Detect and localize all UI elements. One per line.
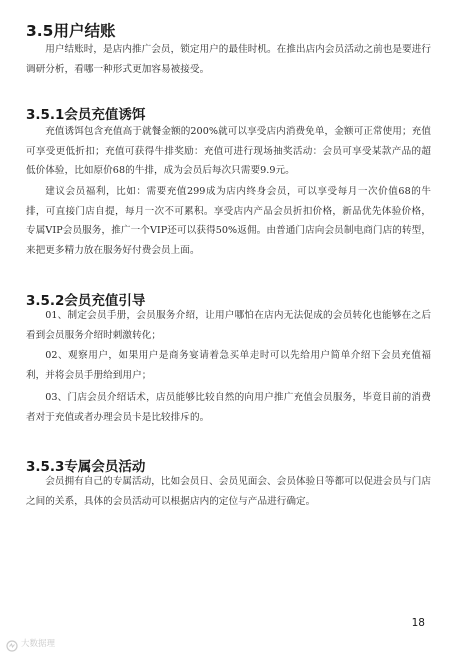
section-title-3-5-2: 3.5.2会员充值引导 (26, 293, 146, 309)
section-3-5-3-paragraph: 会员拥有自己的专属活动，比如会员日、会员见面会、会员体验日等都可以促进会员与门店之间的关系，具体的会员活动可以根据店内的定位与产品进行确定。 (26, 476, 431, 507)
section-3-5-2-paragraph-2: 02、观察用户，如果用户是商务宴请着急买单走时可以先给用户简单介绍下会员充值福利，并将会员手册给到用户； (26, 350, 431, 381)
section-title-3-5: 3.5用户结账 (26, 22, 116, 40)
section-title-3-5-1: 3.5.1会员充值诱饵 (26, 107, 146, 123)
section-3-5-1-paragraph-1: 充值诱饵包含充值高于就餐金额的200%就可以享受店内消费免单，金额可正常使用；充值可享受更低折扣；充值可获得牛排奖励：充值可进行现场抽奖活动：会员可享受某款产品的超低价体验，比如原价68的牛排，成为会员后每次只需要9.9元。 (26, 126, 431, 176)
section-3-5-paragraph: 用户结账时，是店内推广会员，锁定用户的最佳时机。在推出店内会员活动之前也是要进行调研分析，看哪一种形式更加容易被接受。 (26, 44, 431, 75)
page-number: 18 (411, 617, 425, 629)
section-3-5-2-paragraph-1: 01、制定会员手册，会员服务介绍，让用户哪怕在店内无法促成的会员转化也能够在之后看到会员服务介绍时刺激转化； (26, 310, 431, 341)
watermark-logo-icon (6, 637, 18, 649)
watermark (6, 637, 55, 649)
watermark-text: 大数据理 (21, 639, 56, 649)
section-3-5-2-paragraph-3: 03、门店会员介绍话术，店员能够比较自然的向用户推广充值会员服务，毕竟目前的消费者对于充值或者办理会员卡是比较排斥的。 (26, 392, 431, 423)
section-title-3-5-3: 3.5.3专属会员活动 (26, 459, 146, 475)
section-3-5-1-paragraph-2: 建议会员福利，比如：需要充值299成为店内终身会员，可以享受每月一次价值68的牛排，可直接门店自提，每月一次不可累积。享受店内产品会员折扣价格，新品优先体验价格，专属VIP会员服务，推广一个VIP还可以获得50%返佣。由普通门店向会员制电商门店的转型，来把更多精力放在服务好付费会员上面。 (26, 186, 431, 256)
